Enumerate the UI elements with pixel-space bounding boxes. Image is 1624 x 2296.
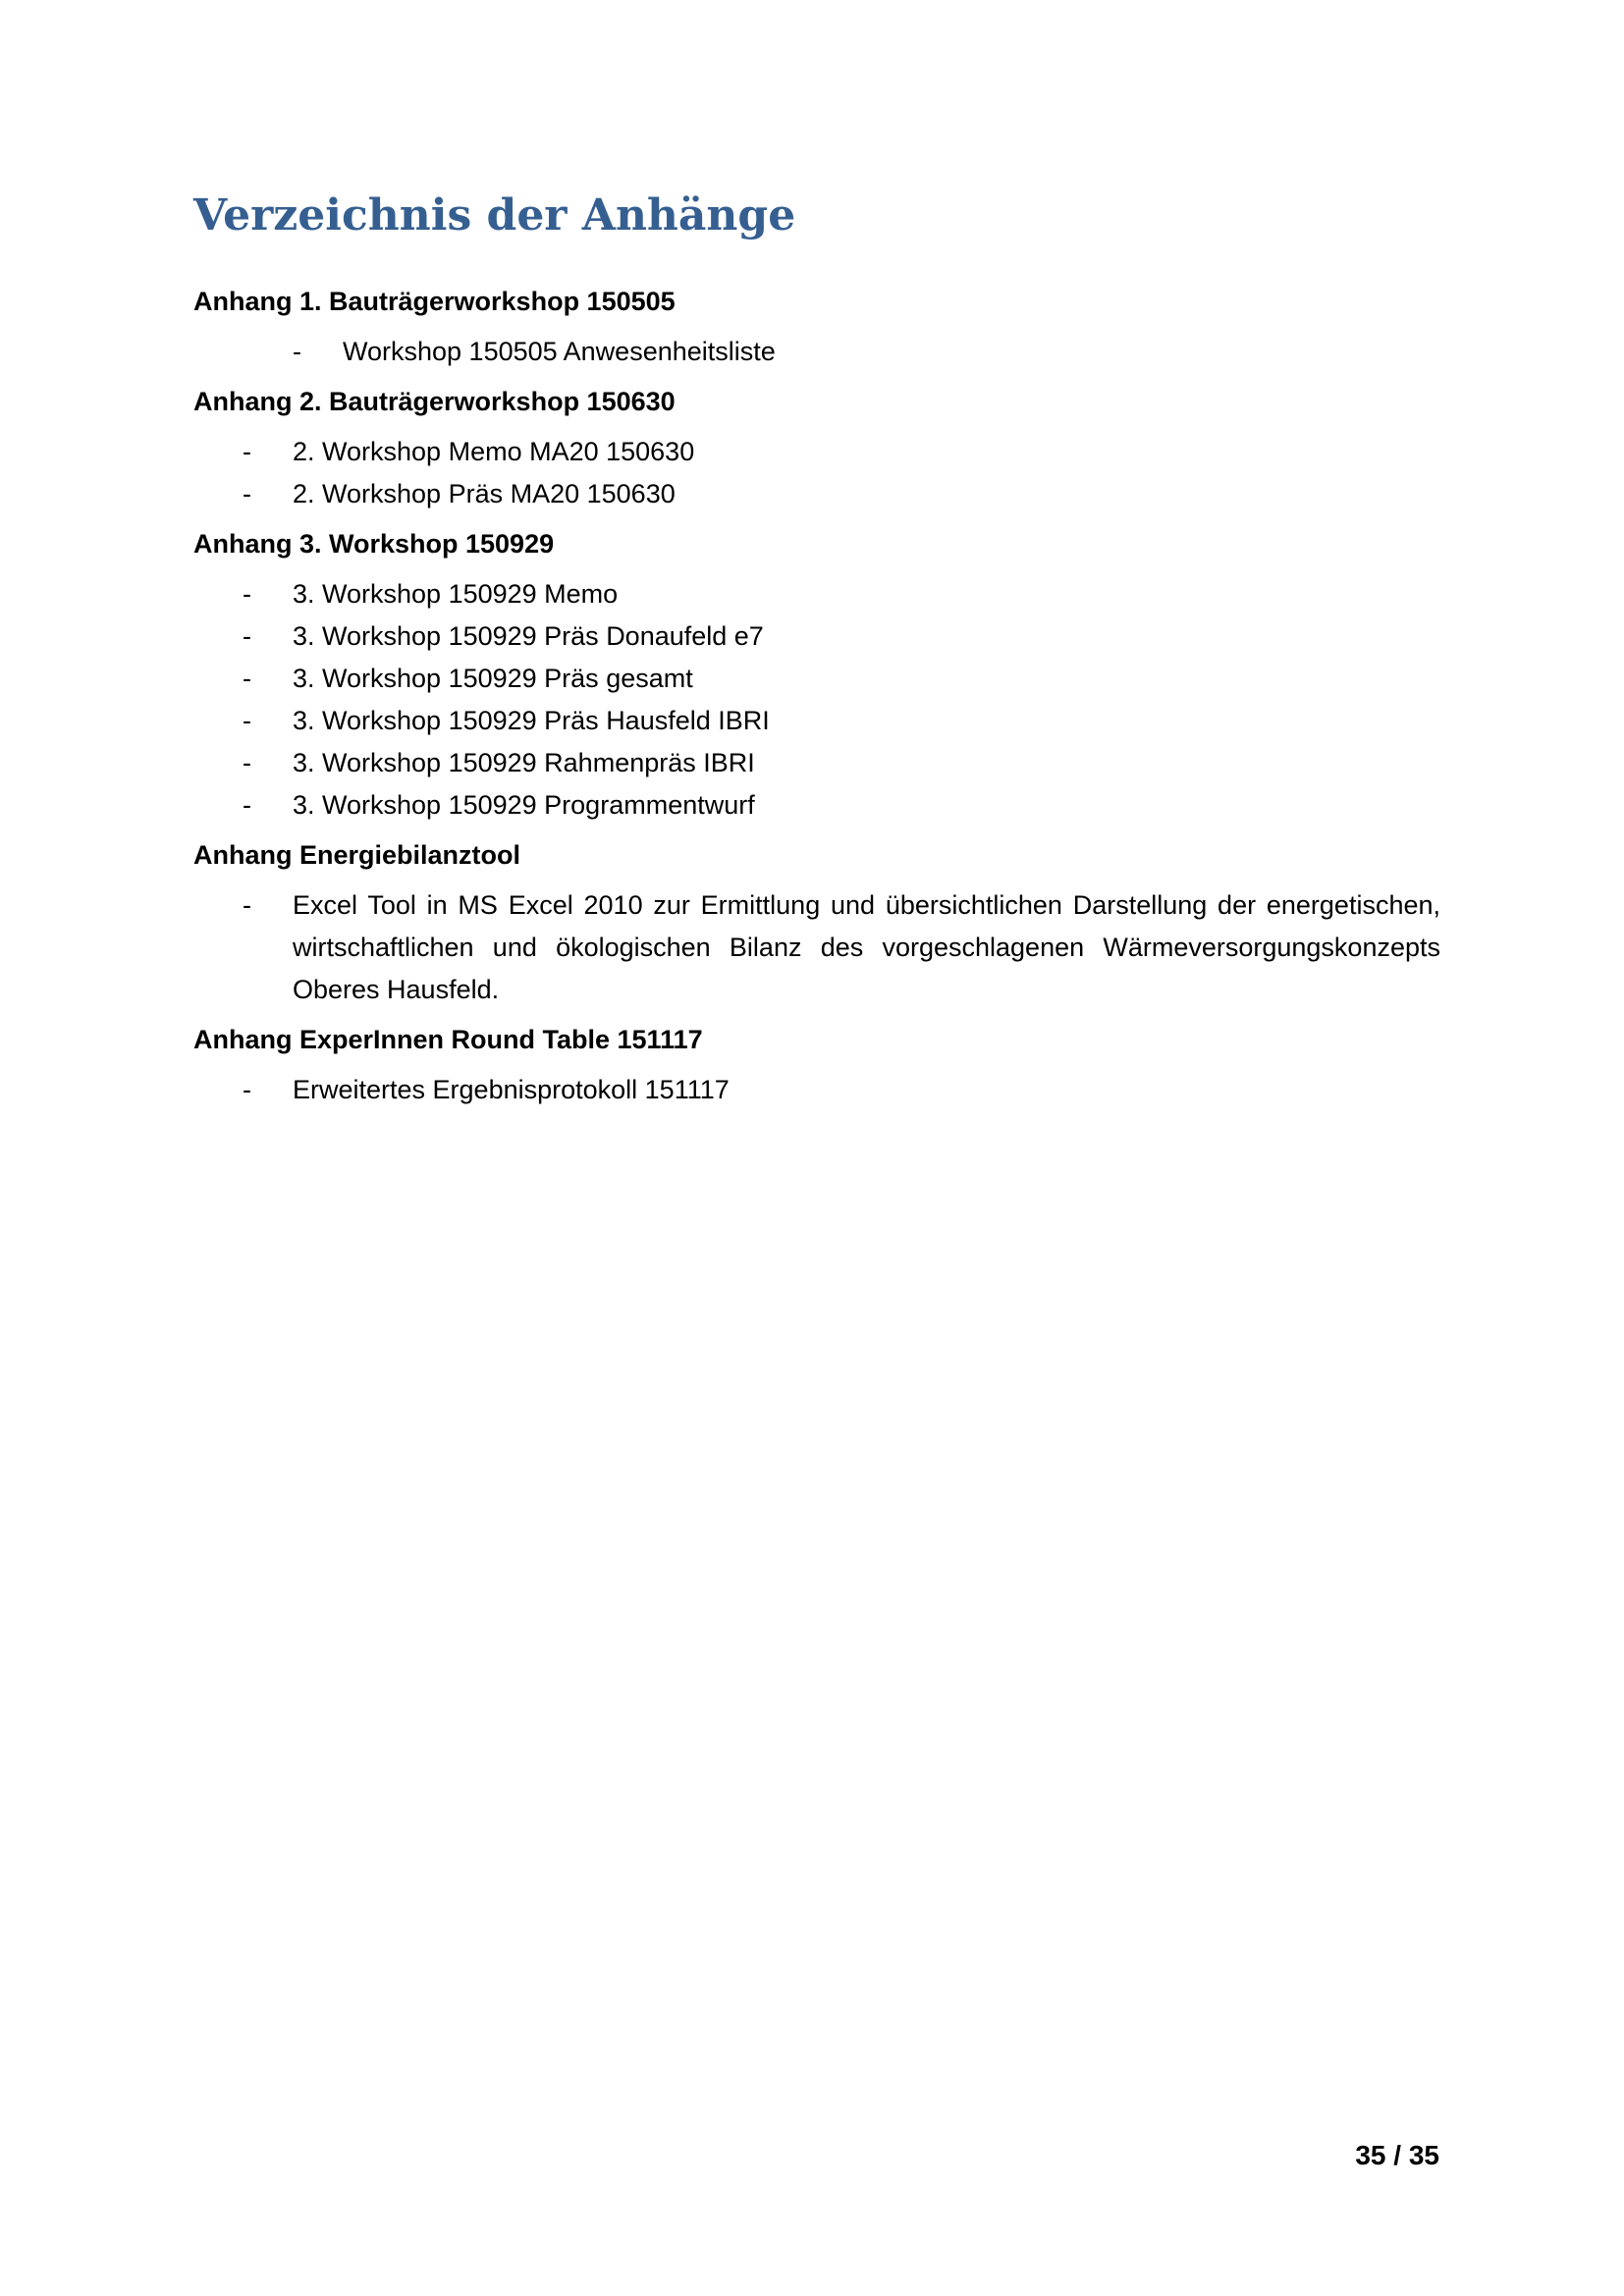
list-item — [193, 658, 1440, 700]
section-heading: Anhang 1. Bauträgerworkshop 150505 — [193, 287, 676, 316]
bullet-dash: - — [243, 664, 251, 693]
page-title: Verzeichnis der Anhänge — [193, 190, 796, 240]
list-item — [193, 573, 1440, 615]
list-item — [193, 473, 1440, 515]
appendix-section-1 — [193, 281, 1440, 373]
list-item — [193, 742, 1440, 784]
appendix-section-3 — [193, 523, 1440, 827]
list-item — [193, 431, 1440, 473]
section-heading: Anhang Energiebilanztool — [193, 840, 521, 870]
list-item-text: 3. Workshop 150929 Programmentwurf — [293, 790, 755, 820]
list-item — [193, 1069, 1440, 1111]
list-item-text: 3. Workshop 150929 Präs Donaufeld e7 — [293, 621, 764, 651]
list-item-text: 3. Workshop 150929 Präs Hausfeld IBRI — [293, 706, 770, 735]
section-heading: Anhang 3. Workshop 150929 — [193, 529, 555, 559]
page-number: 35 / 35 — [1355, 2140, 1439, 2170]
appendix-section-5 — [193, 1019, 1440, 1111]
section-heading: Anhang ExperInnen Round Table 151117 — [193, 1025, 703, 1054]
section-heading: Anhang 2. Bauträgerworkshop 150630 — [193, 387, 676, 416]
bullet-dash: - — [243, 748, 251, 777]
appendix-section-2 — [193, 381, 1440, 515]
list-item-text: Workshop 150505 Anwesenheitsliste — [343, 337, 776, 366]
appendix-list — [193, 281, 1440, 1119]
list-item-text: 3. Workshop 150929 Rahmenpräs IBRI — [293, 748, 755, 777]
appendix-section-4 — [193, 834, 1440, 1011]
bullet-dash: - — [243, 621, 251, 651]
list-item-text: 2. Workshop Präs MA20 150630 — [293, 479, 676, 508]
list-item-text: 2. Workshop Memo MA20 150630 — [293, 437, 695, 466]
list-item-text: 3. Workshop 150929 Memo — [293, 579, 619, 609]
list-item — [193, 784, 1440, 827]
list-item-text: 3. Workshop 150929 Präs gesamt — [293, 664, 693, 693]
list-item — [193, 615, 1440, 658]
bullet-dash: - — [243, 1075, 251, 1104]
bullet-dash: - — [243, 706, 251, 735]
list-item — [193, 884, 1440, 1011]
list-item — [193, 700, 1440, 742]
list-item-text: Excel Tool in MS Excel 2010 zur Ermittlung und übersichtlichen Darstellung der energetischen, wirtschaftlichen und ökologischen Bilanz des vorgeschlagenen Wärmeversorgungskonzepts Oberes Hausfeld. — [293, 890, 1440, 1004]
bullet-dash: - — [243, 479, 251, 508]
list-item-text: Erweitertes Ergebnisprotokoll 151117 — [293, 1075, 730, 1104]
bullet-dash: - — [243, 579, 251, 609]
list-item — [193, 331, 1440, 373]
bullet-dash: - — [293, 337, 301, 366]
bullet-dash: - — [243, 437, 251, 466]
bullet-dash: - — [243, 790, 251, 820]
bullet-dash: - — [243, 890, 251, 920]
